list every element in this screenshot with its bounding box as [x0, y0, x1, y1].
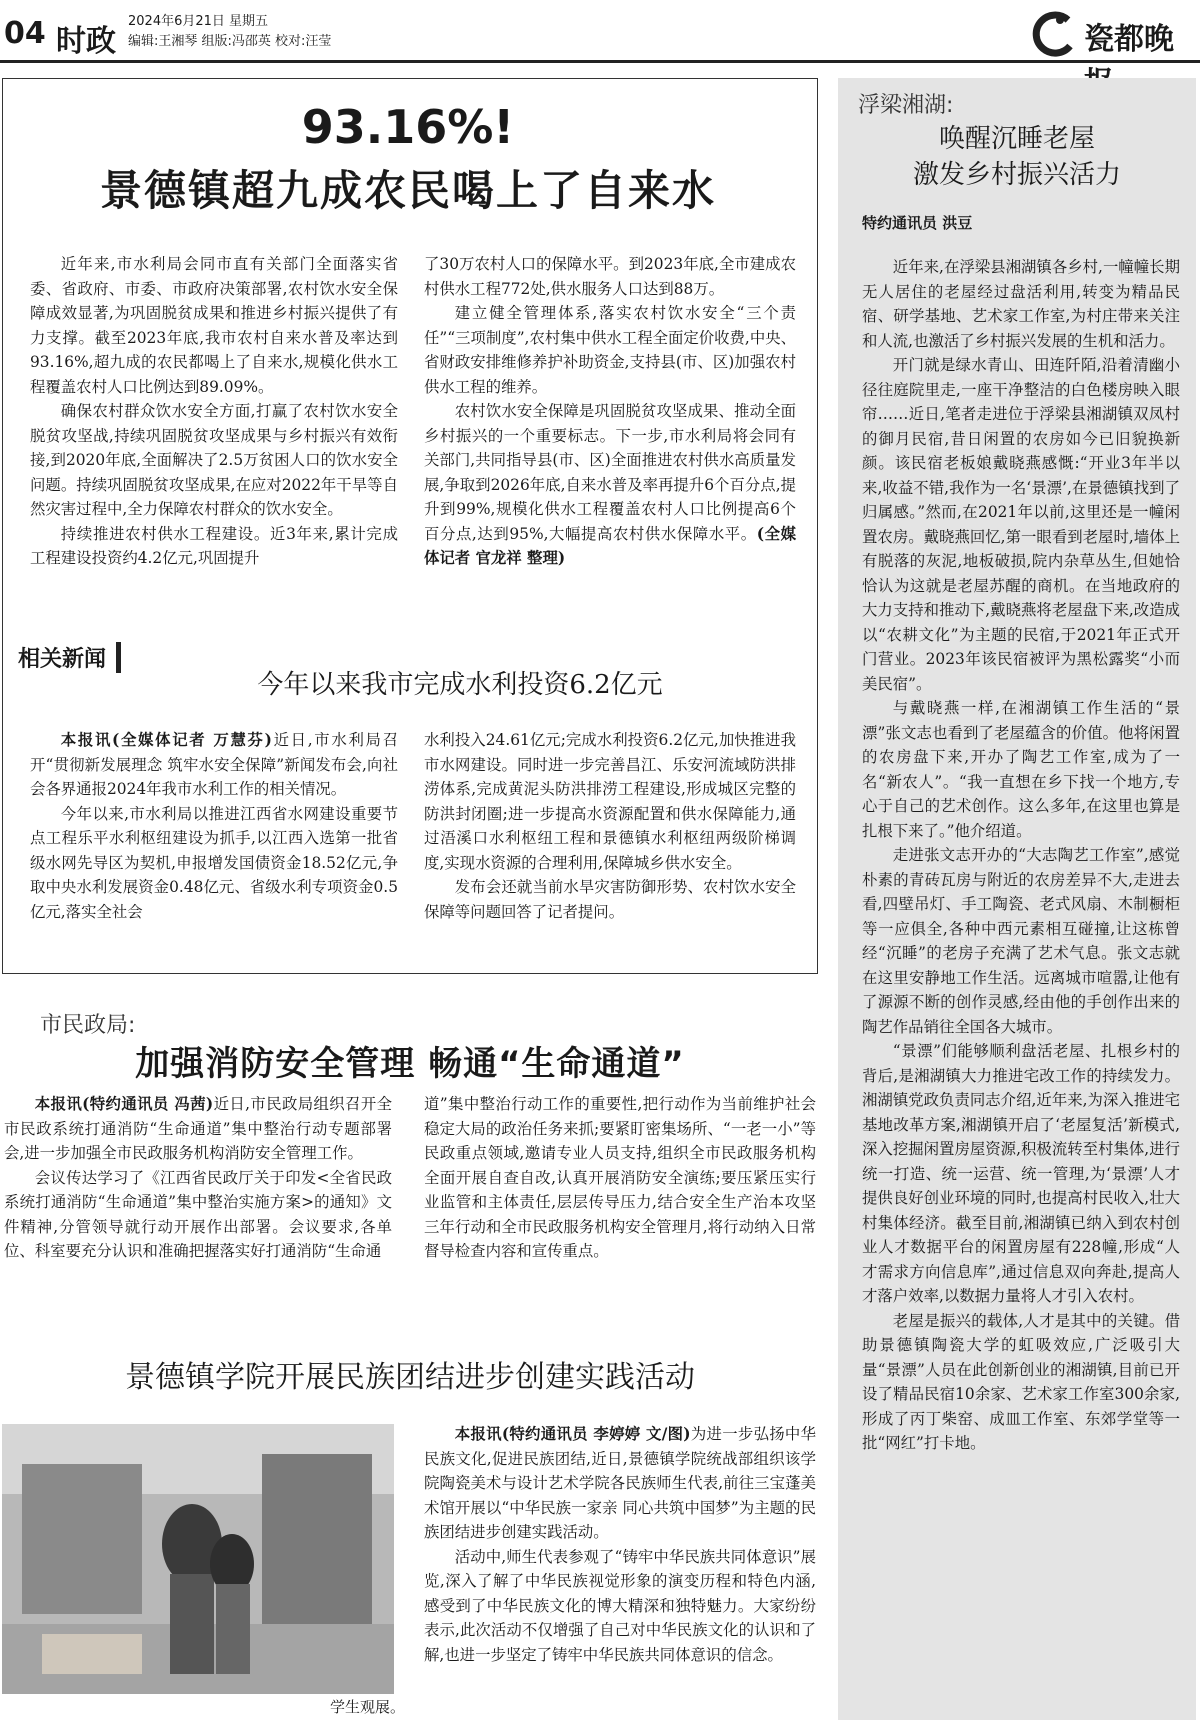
paper-name: 瓷都晚 [1084, 22, 1174, 57]
civil-column-1 [4, 1092, 392, 1264]
civil-headline: 加强消防安全管理 畅通“生命通道” [135, 1044, 685, 1084]
paragraph: 发布会还就当前水旱灾害防御形势、农村饮水安全保障等问题回答了记者提问。 [424, 878, 796, 921]
issue-date: 2024年6月21日 星期五 [128, 14, 269, 29]
sidebar-body [862, 255, 1180, 1456]
photo-caption: 学生观展。 [330, 1698, 406, 1716]
paragraph: “景漂”们能够顺利盘活老屋、扎根乡村的背后,是湘湖镇大力推进宅改工作的持续发力。湘湖镇党政负责同志介绍,近年来,为深入推进宅基地改革方案,湘湖镇开启了‘老屋复活’新模式,深入挖掘闲置房屋资源,积极流转至村集体,进行统一打造、统一运营、统一管理,为‘景漂’人才提供良好创业环境的同时,也提高村民收入,壮大村集体经济。截至目前,湘湖镇已纳入到农村创业人才数据平台的闲置房屋有228幢,形成“人才需求方向信息库”,通过信息双向奔赴,提高人才落户效率,以数据力量将人才引入农村。 [862, 1042, 1180, 1305]
paragraph: 与戴晓燕一样,在湘湖镇工作生活的“景漂”张文志也看到了老屋蕴含的价值。他将闲置的农房盘下来,开办了陶艺工作室,成为了一名“新农人”。“我一直想在乡下找一个地方,专心于自己的艺术创作。这么多年,在这里也算是扎根下来了。”他介绍道。 [862, 699, 1180, 840]
paragraph: 近年来,在浮梁县湘湖镇各乡村,一幢幢长期无人居住的老屋经过盘活利用,转变为精品民宿、研学基地、艺术家工作室,为村庄带来关注和人流,也激活了乡村振兴发展的生机和活力。 [862, 258, 1180, 350]
section-name: 时政 [56, 24, 116, 59]
paragraph: 农村饮水安全保障是巩固脱贫攻坚成果、推动全面乡村振兴的一个重要标志。下一步,市水利局将会同有关部门,共同指导县(市、区)全面推进农村供水高质量发展,争取到2026年底,自来水普及率再提升6个百分点,提升到99%,规模化供水工程覆盖农村人口比例提高6个百分点,达到95%,大幅提高农村供水保障水平。(全媒体记者 官龙祥 整理) [424, 402, 796, 567]
paragraph: 会议传达学习了《江西省民政厅关于印发<全省民政系统打通消防“生命通道”集中整治实施方案>的通知》文件精神,分管领导就行动开展作出部署。会议要求,各单位、科室要充分认识和准确把握落实好打通消防“生命通 [4, 1168, 392, 1260]
civil-kicker: 市民政局: [40, 1013, 136, 1038]
header-rule [0, 60, 1200, 63]
paragraph: 道”集中整治行动工作的重要性,把行动作为当前维护社会稳定大局的政治任务来抓;要紧盯密集场所、“一老一小”等民政重点领域,邀请专业人员支持,组织全市民政服务机构全面开展自查自改,认真开展消防安全演练;要压紧压实行业监管和主体责任,层层传导压力,结合安全生产治本攻坚三年行动和全市民政服务机构安全管理月,将行动纳入日常督导检查内容和宣传重点。 [424, 1095, 816, 1260]
lead-column-2 [424, 252, 796, 571]
students-exhibition-photo [2, 1424, 394, 1694]
paragraph: 本报讯(全媒体记者 万慧芬)近日,市水利局召开“贯彻新发展理念 筑牢水安全保障”新闻发布会,向社会各界通报2024年我市水利工作的相关情况。 [30, 731, 398, 798]
sidebar-headline-line-1: 唤醒沉睡老屋 [938, 124, 1095, 154]
paragraph: 开门就是绿水青山、田连阡陌,沿着清幽小径往庭院里走,一座干净整洁的白色楼房映入眼帘……近日,笔者走进位于浮梁县湘湖镇双凤村的御月民宿,昔日闲置的农房如今已旧貌换新颜。该民宿老板娘戴晓燕感慨:“开业3年半以来,收益不错,我作为一名‘景漂’,在景德镇找到了归属感。”然而,在2021年以前,这里还是一幢闲置农房。戴晓燕回忆,第一眼看到老屋时,墙体上有脱落的灰泥,地板破损,院内杂草丛生,但她恰恰认为这就是老屋苏醒的商机。在当地政府的大力支持和推动下,戴晓燕将老屋盘下来,改造成以“农耕文化”为主题的民宿,于2021年正式开门营业。2023年该民宿被评为黑松露奖“小而美民宿”。 [862, 356, 1180, 693]
paragraph: 水利投入24.61亿元;完成水利投资6.2亿元,加快推进我市水网建设。同时进一步完善昌江、乐安河流域防洪排涝体系,完成黄泥头防洪排涝工程建设,形成城区完整的防洪封闭圈;进一步提高水资源配置和供水保障能力,通过浯溪口水利枢纽工程和景德镇水利枢纽两级阶梯调度,实现水资源的合理利用,保障城乡供水安全。 [424, 731, 796, 872]
dateline: 本报讯(特约通讯员 冯茜) [34, 1095, 214, 1113]
college-column [424, 1422, 816, 1667]
civil-column-2 [424, 1092, 816, 1264]
paragraph: 老屋是振兴的载体,人才是其中的关键。借助景德镇陶瓷大学的虹吸效应,广泛吸引大量“景漂”人员在此创新创业的湘湖镇,目前已开设了精品民宿10余家、艺术家工作室300余家,形成了丙丁柴窑、成皿工作室、东郊学堂等一批“网红”打卡地。 [862, 1311, 1180, 1452]
paragraph: 近年来,市水利局会同市直有关部门全面落实省委、省政府、市委、市政府决策部署,农村饮水安全保障成效显著,为巩固脱贫成果和推进乡村振兴提供了有力支撑。截至2023年底,我市农村自来水普及率达到93.16%,超九成的农民都喝上了自来水,规模化供水工程覆盖农村人口比例达到89.09%。 [30, 255, 398, 396]
paragraph: 今年以来,市水利局以推进江西省水网建设重要节点工程乐平水利枢纽建设为抓手,以江西入选第一批省级水网先导区为契机,申报增发国债资金18.52亿元,争取中央水利发展资金0.48亿元、省级水利专项资金0.5亿元,落实全社会 [30, 804, 398, 921]
paragraph: 活动中,师生代表参观了“铸牢中华民族共同体意识”展览,深入了解了中华民族视觉形象的演变历程和特色内涵,感受到了中华民族文化的博大精深和独特魅力。大家纷纷表示,此次活动不仅增强了自己对中华民族文化的认识和了解,也进一步坚定了铸牢中华民族共同体意识的信念。 [424, 1547, 816, 1664]
paragraph: 了30万农村人口的保障水平。到2023年底,全市建成农村供水工程772处,供水服务人口达到88万。 [424, 255, 796, 298]
paper-logo-icon [1030, 10, 1078, 58]
paragraph: 确保农村群众饮水安全方面,打赢了农村饮水安全脱贫攻坚战,持续巩固脱贫攻坚成果与乡村振兴有效衔接,到2020年底,全面解决了2.5万贫困人口的饮水安全问题。持续巩固脱贫攻坚成果,在应对2022年干旱等自然灾害过程中,全力保障农村群众的饮水安全。 [30, 402, 398, 518]
dateline: 本报讯(特约通讯员 李婷婷 文/图) [454, 1425, 691, 1443]
editor-credits: 编辑:王湘琴 组版:冯邵英 校对:汪莹 [128, 34, 332, 49]
paragraph: 建立健全管理体系,落实农村饮水安全“三个责任”“三项制度”,农村集中供水工程全面定价收费,中央、省财政安排维修养护补助资金,支持县(市、区)加强农村供水工程的维养。 [424, 304, 796, 396]
sidebar-headline-line-2: 激发乡村振兴活力 [912, 160, 1121, 190]
related-column-2 [424, 728, 796, 924]
lead-column-1 [30, 252, 398, 571]
page-number: 04 [4, 16, 46, 51]
related-news-tag: 相关新闻 [18, 642, 121, 673]
sidebar-kicker: 浮梁湘湖: [858, 93, 954, 118]
paragraph: 持续推进农村供水工程建设。近3年来,累计完成工程建设投资约4.2亿元,巩固提升 [30, 524, 398, 567]
paragraph: 走进张文志开办的“大志陶艺工作室”,感觉朴素的青砖瓦房与附近的农房差异不大,走进去看,四壁吊灯、手工陶瓷、老式风扇、木制橱柜等一应俱全,各种中西元素相互碰撞,让这栋曾经“沉睡”的老房子充满了艺术气息。张文志就在这里安静地工作生活。远离城市喧嚣,让他有了源源不断的创作灵感,经由他的手创作出来的陶艺作品销往全国各大城市。 [862, 846, 1180, 1036]
college-headline: 景德镇学院开展民族团结进步创建实践活动 [125, 1360, 695, 1395]
related-column-1 [30, 728, 398, 924]
sidebar-byline: 特约通讯员 洪豆 [862, 214, 973, 232]
lead-headline-percent: 93.16%! [301, 100, 515, 154]
related-headline: 今年以来我市完成水利投资6.2亿元 [257, 670, 663, 700]
paragraph: 本报讯(特约通讯员 李婷婷 文/图)为进一步弘扬中华民族文化,促进民族团结,近日,景德镇学院统战部组织该学院陶瓷美术与设计艺术学院各民族师生代表,前往三宝蓬美术馆开展以“中华民族一家亲 同心共筑中国梦”为主题的民族团结进步创建实践活动。 [424, 1425, 816, 1541]
lead-credit: (全媒体记者 官龙祥 整理) [424, 524, 796, 567]
paragraph: 本报讯(特约通讯员 冯茜)近日,市民政局组织召开全市民政系统打通消防“生命通道”集中整治行动专题部署会,进一步加强全市民政服务机构消防安全管理工作。 [4, 1095, 392, 1162]
dateline: 本报讯(全媒体记者 万慧芬) [60, 731, 272, 749]
lead-headline: 景德镇超九成农民喝上了自来水 [99, 166, 716, 215]
